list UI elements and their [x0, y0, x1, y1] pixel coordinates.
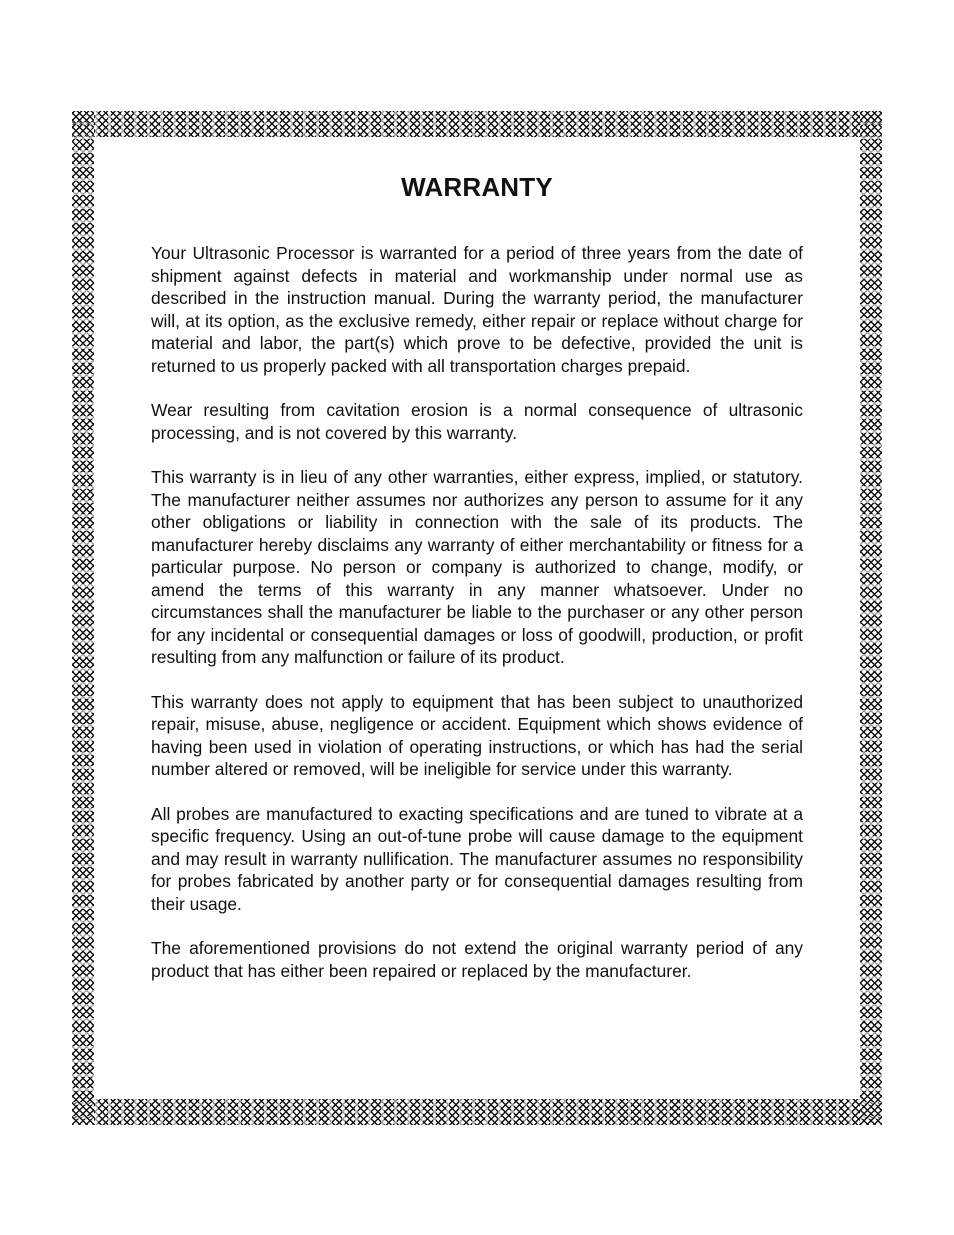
- paragraph-wear: Wear resulting from cavitation erosion is a normal consequence of ultrasonic processing, and is not covered by this warranty.: [151, 400, 803, 443]
- page-title: WARRANTY: [401, 172, 553, 202]
- paragraph-disclaimer: This warranty is in lieu of any other warranties, either express, implied, or statutory. The manufacturer neither assumes nor authorizes any person to assume for it any other obligations or liability in connection with the sale of its products. The manufacturer hereby disclaims any warranty of either merchantability or fitness for a particular purpose. No person or company is authorized to change, modify, or amend the terms of this warranty in any manner whatsoever. Under no circumstances shall the manufacturer be liable to the purchaser or any other person for any incidental or consequential damages or loss of goodwill, production, or profit resulting from any malfunction or failure of its product.: [151, 467, 803, 667]
- warranty-content: [151, 168, 803, 1004]
- paragraph-coverage: Your Ultrasonic Processor is warranted for a period of three years from the date of shipment against defects in material and workmanship under normal use as described in the instruction manual. During the warranty period, the manufacturer will, at its option, as the exclusive remedy, either repair or replace without charge for material and labor, the part(s) which prove to be defective, provided the unit is returned to us properly packed with all transportation charges prepaid.: [151, 243, 803, 376]
- border-top: [72, 111, 882, 137]
- paragraph-probes: All probes are manufactured to exacting specifications and are tuned to vibrate at a specific frequency. Using an out-of-tune probe will cause damage to the equipment and may result in warranty nullification. The manufacturer assumes no responsibility for probes fabricated by another party or for consequential damages resulting from their usage.: [151, 803, 803, 914]
- paragraph-period: The aforementioned provisions do not extend the original warranty period of any product that has either been repaired or replaced by the manufacturer.: [151, 938, 803, 981]
- border-left: [72, 111, 94, 1125]
- paragraph-exclusions: This warranty does not apply to equipment that has been subject to unauthorized repair, misuse, abuse, negligence or accident. Equipment which shows evidence of having been used in violation of operating instructions, or which has had the serial number altered or removed, will be ineligible for service under this warranty.: [151, 691, 803, 779]
- border-bottom: [72, 1099, 882, 1125]
- border-right: [860, 111, 882, 1125]
